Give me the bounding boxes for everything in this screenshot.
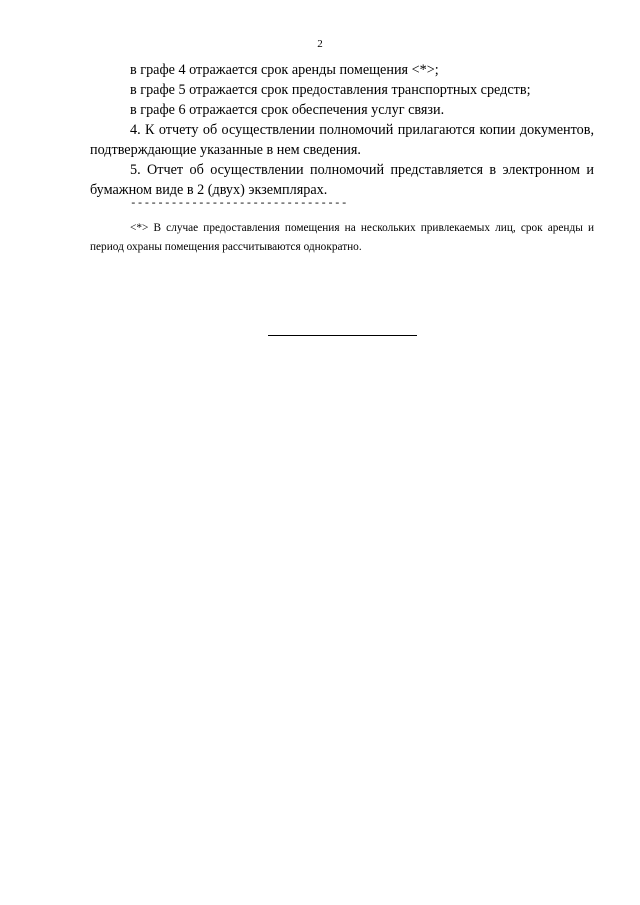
paragraph-column-6: в графе 6 отражается срок обеспечения услуг связи.	[130, 102, 445, 118]
footnote-text: <*> В случае предоставления помещения на нескольких привлекаемых лиц, срок аренды и период охраны помещения рассчитываются однократно.	[90, 222, 594, 253]
footnote	[90, 219, 594, 257]
end-of-document-line	[268, 335, 417, 336]
paragraph-item-4: 4. К отчету об осуществлении полномочий прилагаются копии документов, подтверждающие указанные в нем сведения.	[90, 122, 594, 158]
paragraph-column-5: в графе 5 отражается срок предоставления транспортных средств;	[130, 82, 531, 98]
paragraph-column-4: в графе 4 отражается срок аренды помещения <*>;	[130, 62, 439, 78]
page-number: 2	[317, 38, 323, 50]
paragraph-item-5: 5. Отчет об осуществлении полномочий представляется в электронном и бумажном виде в 2 (двух) экземплярах.	[90, 162, 594, 198]
footnote-separator: --------------------------------	[130, 198, 348, 210]
body-text	[90, 60, 594, 200]
